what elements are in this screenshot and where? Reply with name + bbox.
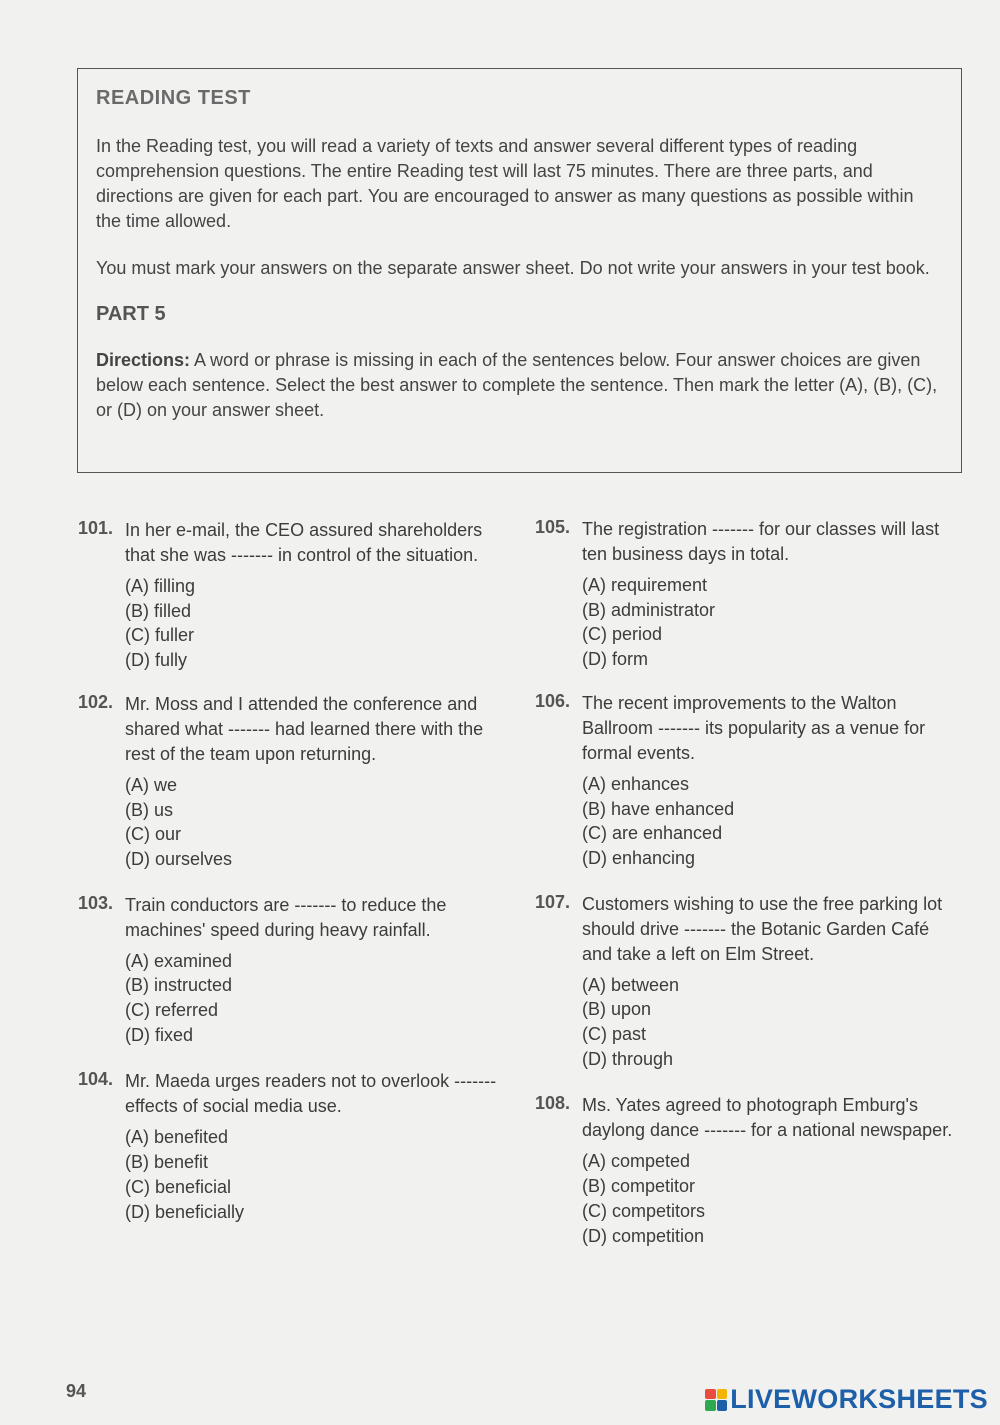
question-text: Train conductors are ------- to reduce the machines' speed during heavy rainfall. bbox=[125, 894, 447, 940]
answer-option[interactable]: (A) requirement bbox=[582, 575, 708, 595]
liveworksheets-brand[interactable] bbox=[705, 1384, 988, 1415]
question-text: Ms. Yates agreed to photograph Emburg's daylong dance ------- for a national newspaper. bbox=[582, 1095, 953, 1141]
answer-option[interactable]: (B) competitor bbox=[582, 1176, 696, 1197]
directions bbox=[96, 348, 941, 423]
question-text: In her e-mail, the CEO assured shareholders that she was ------- in control of the situation. bbox=[125, 520, 483, 565]
answer-option[interactable]: (C) beneficial bbox=[125, 1176, 232, 1197]
reading-test-instructions: In the Reading test, you will read a variety of texts and answer several different types of reading comprehension questions. The entire Reading test will last 75 minutes. There are three parts, and directions are given for each part. You are encouraged to answer as many questions as possible within the time allowed. bbox=[96, 136, 914, 231]
question-number: 102. bbox=[78, 691, 114, 712]
answer-option[interactable]: (C) our bbox=[125, 824, 182, 845]
answer-options bbox=[125, 1125, 498, 1224]
answer-option[interactable]: (A) we bbox=[125, 774, 178, 795]
answer-options bbox=[582, 1149, 955, 1248]
question-text: The registration ------- for our classes will last ten business days in total. bbox=[582, 519, 940, 564]
answer-option[interactable]: (B) instructed bbox=[125, 975, 233, 996]
question-101 bbox=[78, 518, 498, 673]
answer-option[interactable]: (C) past bbox=[582, 1024, 647, 1045]
answer-option[interactable]: (C) competitors bbox=[582, 1200, 706, 1221]
answer-option[interactable]: (A) between bbox=[582, 974, 680, 995]
question-number: 106. bbox=[535, 690, 571, 711]
question-text: Mr. Maeda urges readers not to overlook ------- effects of social media use. bbox=[125, 1071, 497, 1117]
question-102 bbox=[78, 692, 498, 872]
answer-options bbox=[125, 773, 498, 872]
question-text: Mr. Moss and I attended the conference and shared what ------- had learned there with the rest of the team upon returning. bbox=[125, 693, 484, 764]
answer-option[interactable]: (C) are enhanced bbox=[582, 823, 723, 844]
answer-options bbox=[582, 973, 955, 1072]
answer-option[interactable]: (A) examined bbox=[125, 950, 233, 971]
answer-option[interactable]: (A) benefited bbox=[125, 1127, 229, 1148]
question-number: 108. bbox=[535, 1093, 571, 1114]
answer-option[interactable]: (B) upon bbox=[582, 999, 652, 1020]
answer-sheet-instructions: You must mark your answers on the separate answer sheet. Do not write your answers in your test book. bbox=[96, 258, 930, 278]
question-text: Customers wishing to use the free parking lot should drive ------- the Botanic Garden Café and take a left on Elm Street. bbox=[582, 893, 943, 964]
answer-options bbox=[582, 573, 955, 672]
reading-test-intro-box bbox=[77, 68, 962, 473]
question-number: 101. bbox=[78, 518, 114, 538]
answer-option[interactable]: (D) fully bbox=[125, 650, 187, 671]
right-question-column bbox=[535, 517, 955, 1248]
answer-option[interactable]: (D) through bbox=[582, 1048, 674, 1069]
answer-option[interactable]: (B) benefit bbox=[125, 1152, 209, 1173]
directions-label: Directions: bbox=[96, 350, 191, 370]
answer-option[interactable]: (B) filled bbox=[125, 600, 192, 621]
answer-option[interactable]: (D) competition bbox=[582, 1225, 705, 1246]
answer-option[interactable]: (B) have enhanced bbox=[582, 798, 735, 819]
answer-option[interactable]: (D) ourselves bbox=[125, 848, 233, 869]
question-number: 107. bbox=[535, 891, 571, 912]
page-number: 94 bbox=[66, 1381, 87, 1401]
question-number: 104. bbox=[78, 1069, 114, 1090]
left-question-column bbox=[78, 518, 498, 1224]
brand-text: LIVEWORKSHEETS bbox=[730, 1384, 988, 1414]
question-106 bbox=[535, 691, 955, 871]
answer-option[interactable]: (C) period bbox=[582, 624, 663, 645]
answer-options bbox=[125, 574, 498, 673]
reading-test-heading: READING TEST bbox=[96, 87, 251, 109]
answer-option[interactable]: (C) fuller bbox=[125, 625, 195, 646]
question-104 bbox=[78, 1069, 498, 1224]
question-103 bbox=[78, 893, 498, 1048]
answer-option[interactable]: (C) referred bbox=[125, 1000, 219, 1021]
question-107 bbox=[535, 892, 955, 1072]
directions-text: A word or phrase is missing in each of the sentences below. Four answer choices are given below each sentence. Select the best answer to complete the sentence. Then mark the letter (A), (B), (C), or (D) on your answer sheet. bbox=[96, 350, 938, 420]
question-number: 103. bbox=[78, 892, 114, 913]
liveworksheets-logo-icon bbox=[705, 1389, 727, 1411]
part-heading: PART 5 bbox=[96, 303, 166, 325]
answer-options bbox=[582, 772, 955, 871]
answer-option[interactable]: (D) fixed bbox=[125, 1024, 194, 1045]
question-text: The recent improvements to the Walton Ballroom ------- its popularity as a venue for formal events. bbox=[582, 692, 926, 763]
answer-option[interactable]: (A) enhances bbox=[582, 773, 690, 794]
answer-option[interactable]: (B) administrator bbox=[582, 599, 716, 620]
answer-option[interactable]: (A) filling bbox=[125, 576, 196, 596]
answer-option[interactable]: (B) us bbox=[125, 799, 174, 820]
question-105 bbox=[535, 517, 955, 672]
answer-option[interactable]: (D) beneficially bbox=[125, 1201, 245, 1222]
answer-option[interactable]: (D) enhancing bbox=[582, 847, 696, 868]
question-number: 105. bbox=[535, 517, 571, 537]
question-108 bbox=[535, 1093, 955, 1248]
answer-options bbox=[125, 949, 498, 1048]
answer-option[interactable]: (D) form bbox=[582, 649, 648, 670]
answer-option[interactable]: (A) competed bbox=[582, 1151, 691, 1172]
